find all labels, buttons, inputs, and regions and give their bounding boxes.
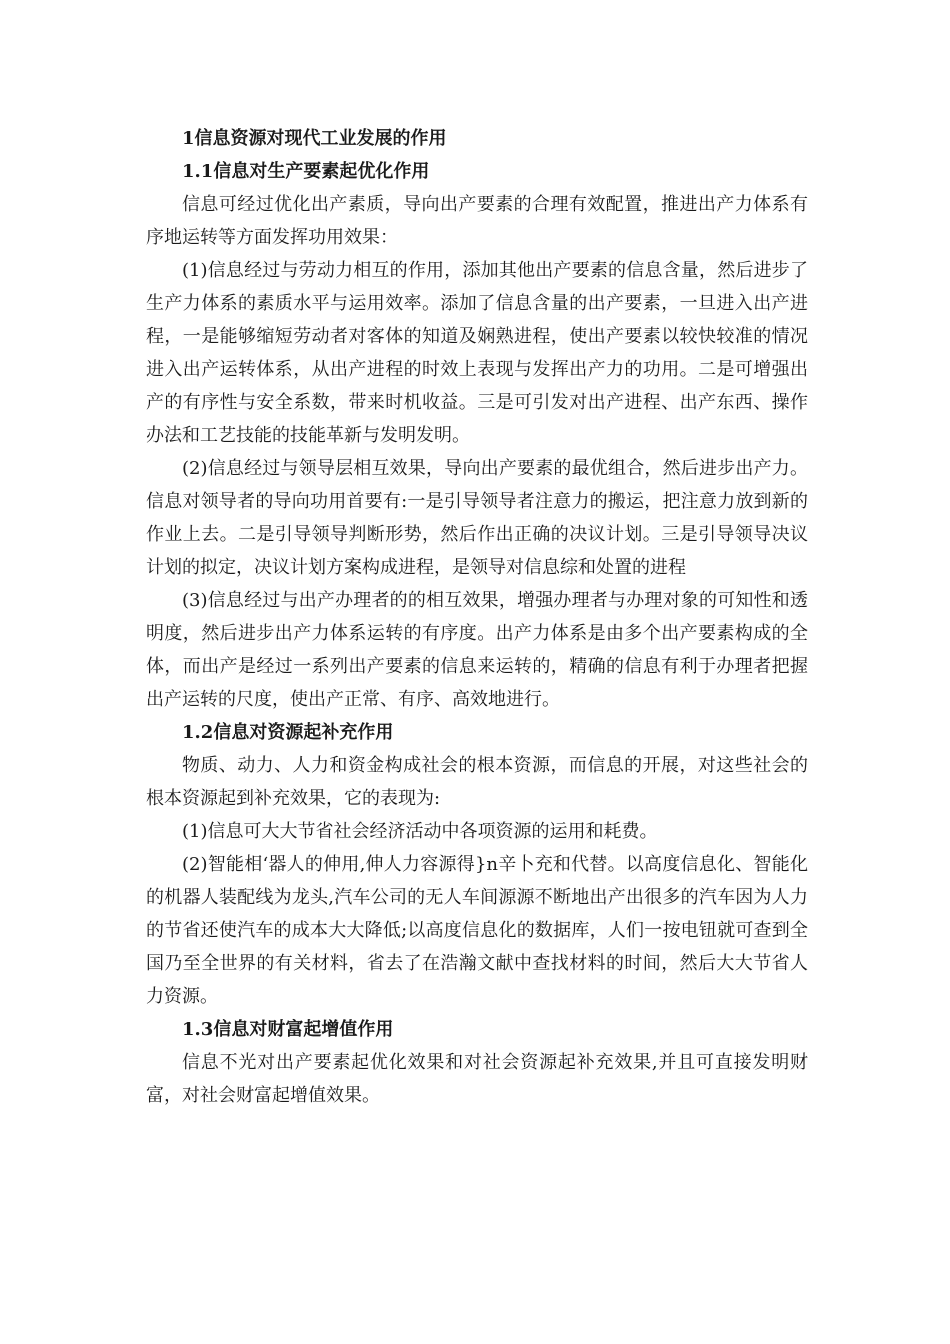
heading-section-1-1: 1.1信息对生产要素起优化作用 [182,161,430,182]
document-body [146,122,808,1112]
paragraph-1-2-intro: 物质、动力、人力和资金构成社会的根本资源，而信息的开展，对这些社会的根本资源起到补充效果，它的表现为: [146,755,808,809]
paragraph-1-1-intro: 信息可经过优化出产素质，导向出产要素的合理有效配置，推进出产力体系有序地运转等方面发挥功用效果： [146,194,808,248]
paragraph-1-3-intro: 信息不光对出产要素起优化效果和对社会资源起补充效果,并且可直接发明财富，对社会财富起增值效果。 [146,1052,808,1106]
paragraph-1-2-item-1: (1)信息可大大节省社会经济活动中各项资源的运用和耗费。 [182,821,658,842]
paragraph-1-1-item-1: (1)信息经过与劳动力相互的作用，添加其他出产要素的信息含量，然后进步了生产力体系的素质水平与运用效率。添加了信息含量的出产要素，一旦进入出产进程，一是能够缩短劳动者对客体的知道及娴熟进程，使出产要素以较快较准的情况进入出产运转体系，从出产进程的时效上表现与发挥出产力的功用。二是可增强出产的有序性与安全系数，带来时机收益。三是可引发对出产进程、出产东西、操作办法和工艺技能的技能革新与发明发明。 [146,260,808,446]
heading-section-1: 1信息资源对现代工业发展的作用 [182,128,447,149]
heading-section-1-2: 1.2信息对资源起补充作用 [182,722,394,743]
heading-section-1-3: 1.3信息对财富起增值作用 [182,1019,394,1040]
paragraph-1-2-item-2: (2)智能相‘器人的伸用,伸人力容源得}n辛卜充和代替。以高度信息化、智能化的机器人装配线为龙头,汽车公司的无人车间源源不断地出产出很多的汽车因为人力的节省还使汽车的成本大大降低;以高度信息化的数据库，人们一按电钮就可查到全国乃至全世界的有关材料，省去了在浩瀚文献中查找材料的时间，然后大大节省人力资源。 [146,854,808,1007]
paragraph-1-1-item-3: (3)信息经过与出产办理者的的相互效果，增强办理者与办理对象的可知性和透明度，然后进步出产力体系运转的有序度。出产力体系是由多个出产要素构成的全体，而出产是经过一系列出产要素的信息来运转的，精确的信息有利于办理者把握出产运转的尺度，使出产正常、有序、高效地进行。 [146,590,808,710]
paragraph-1-1-item-2: (2)信息经过与领导层相互效果，导向出产要素的最优组合，然后进步出产力。信息对领导者的导向功用首要有:一是引导领导者注意力的搬运，把注意力放到新的作业上去。二是引导领导判断形势，然后作出正确的决议计划。三是引导领导决议计划的拟定，决议计划方案构成进程，是领导对信息综和处置的进程 [146,458,808,578]
